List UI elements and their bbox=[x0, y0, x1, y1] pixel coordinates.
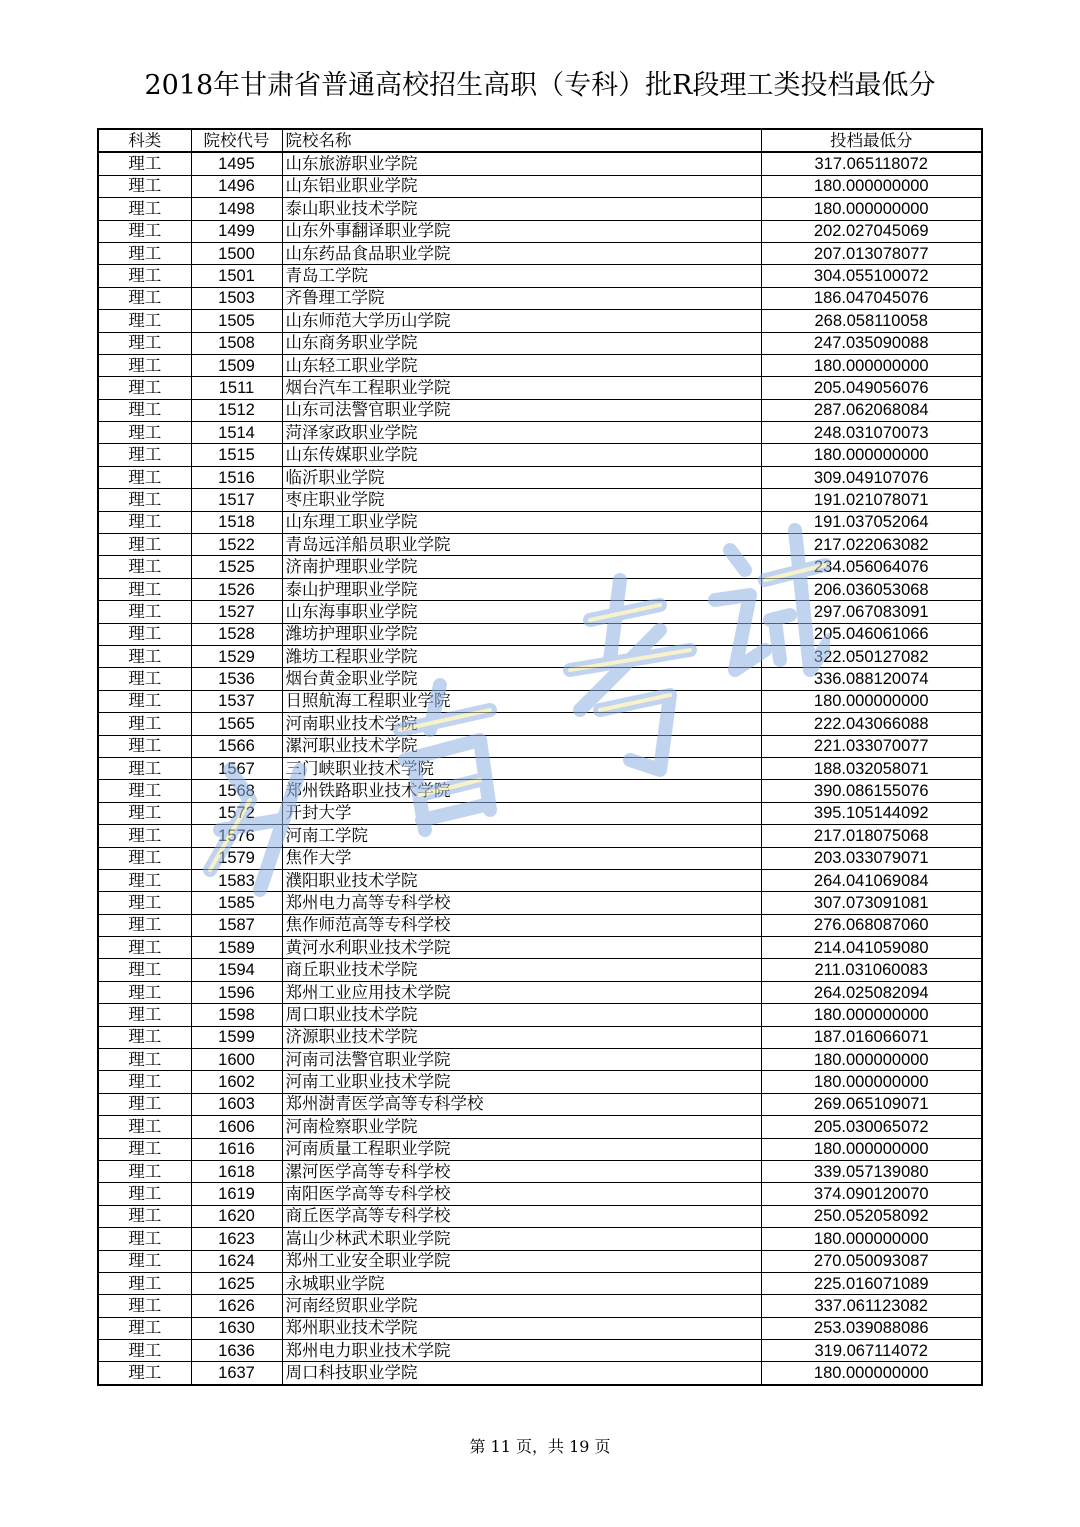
cell-school-name: 济南护理职业学院 bbox=[282, 556, 761, 578]
cell-school-name: 周口职业技术学院 bbox=[282, 1004, 761, 1026]
cell-category: 理工 bbox=[98, 847, 191, 869]
table-row bbox=[98, 1228, 982, 1250]
page-title: 2018年甘肃省普通高校招生高职（专科）批R段理工类投档最低分 bbox=[144, 70, 936, 101]
cell-school-code: 1579 bbox=[191, 847, 282, 869]
cell-min-score: 214.041059080 bbox=[761, 937, 982, 959]
table-row bbox=[98, 1205, 982, 1227]
table-row bbox=[98, 265, 982, 287]
table-row bbox=[98, 1071, 982, 1093]
cell-category: 理工 bbox=[98, 265, 191, 287]
cell-school-name: 烟台汽车工程职业学院 bbox=[282, 377, 761, 399]
cell-min-score: 191.037052064 bbox=[761, 511, 982, 533]
header-school-code: 院校代号 bbox=[191, 129, 282, 152]
cell-min-score: 297.067083091 bbox=[761, 601, 982, 623]
cell-school-name: 菏泽家政职业学院 bbox=[282, 422, 761, 444]
table-row bbox=[98, 444, 982, 466]
cell-school-code: 1509 bbox=[191, 354, 282, 376]
table-row bbox=[98, 287, 982, 309]
cell-school-code: 1503 bbox=[191, 287, 282, 309]
cell-category: 理工 bbox=[98, 152, 191, 175]
cell-school-name: 郑州工业安全职业学院 bbox=[282, 1250, 761, 1272]
cell-school-code: 1529 bbox=[191, 645, 282, 667]
table-row bbox=[98, 1160, 982, 1182]
cell-category: 理工 bbox=[98, 444, 191, 466]
cell-school-name: 日照航海工程职业学院 bbox=[282, 690, 761, 712]
table-row bbox=[98, 847, 982, 869]
cell-school-name: 河南司法警官职业学院 bbox=[282, 1049, 761, 1071]
cell-min-score: 180.000000000 bbox=[761, 1138, 982, 1160]
page-footer: 第 11 页，共 19 页 bbox=[469, 1437, 611, 1456]
table-row bbox=[98, 914, 982, 936]
cell-min-score: 247.035090088 bbox=[761, 332, 982, 354]
cell-category: 理工 bbox=[98, 1049, 191, 1071]
cell-min-score: 180.000000000 bbox=[761, 354, 982, 376]
cell-school-code: 1600 bbox=[191, 1049, 282, 1071]
cell-min-score: 317.065118072 bbox=[761, 152, 982, 175]
cell-category: 理工 bbox=[98, 1228, 191, 1250]
cell-school-name: 河南检察职业学院 bbox=[282, 1116, 761, 1138]
cell-category: 理工 bbox=[98, 690, 191, 712]
cell-school-code: 1568 bbox=[191, 780, 282, 802]
cell-category: 理工 bbox=[98, 1317, 191, 1339]
table-row bbox=[98, 377, 982, 399]
table-row bbox=[98, 780, 982, 802]
cell-category: 理工 bbox=[98, 1004, 191, 1026]
table-row bbox=[98, 556, 982, 578]
cell-min-score: 180.000000000 bbox=[761, 1004, 982, 1026]
cell-min-score: 269.065109071 bbox=[761, 1093, 982, 1115]
cell-school-code: 1616 bbox=[191, 1138, 282, 1160]
cell-school-code: 1599 bbox=[191, 1026, 282, 1048]
cell-school-code: 1499 bbox=[191, 220, 282, 242]
cell-category: 理工 bbox=[98, 377, 191, 399]
cell-min-score: 180.000000000 bbox=[761, 444, 982, 466]
cell-school-name: 山东药品食品职业学院 bbox=[282, 242, 761, 264]
cell-min-score: 203.033079071 bbox=[761, 847, 982, 869]
cell-school-name: 临沂职业学院 bbox=[282, 466, 761, 488]
cell-school-code: 1618 bbox=[191, 1160, 282, 1182]
cell-school-name: 山东海事职业学院 bbox=[282, 601, 761, 623]
cell-category: 理工 bbox=[98, 354, 191, 376]
cell-school-name: 郑州电力高等专科学校 bbox=[282, 892, 761, 914]
cell-min-score: 374.090120070 bbox=[761, 1183, 982, 1205]
cell-category: 理工 bbox=[98, 556, 191, 578]
cell-category: 理工 bbox=[98, 668, 191, 690]
cell-min-score: 205.049056076 bbox=[761, 377, 982, 399]
table-row bbox=[98, 578, 982, 600]
cell-school-code: 1522 bbox=[191, 534, 282, 556]
cell-min-score: 202.027045069 bbox=[761, 220, 982, 242]
table-row bbox=[98, 511, 982, 533]
cell-min-score: 191.021078071 bbox=[761, 489, 982, 511]
cell-category: 理工 bbox=[98, 175, 191, 197]
cell-category: 理工 bbox=[98, 1340, 191, 1362]
table-row bbox=[98, 645, 982, 667]
cell-school-code: 1637 bbox=[191, 1362, 282, 1385]
cell-min-score: 180.000000000 bbox=[761, 175, 982, 197]
cell-category: 理工 bbox=[98, 1362, 191, 1385]
cell-category: 理工 bbox=[98, 623, 191, 645]
table-row bbox=[98, 869, 982, 891]
table-header-row bbox=[98, 129, 982, 152]
cell-min-score: 186.047045076 bbox=[761, 287, 982, 309]
table-row bbox=[98, 220, 982, 242]
cell-category: 理工 bbox=[98, 713, 191, 735]
table-row bbox=[98, 959, 982, 981]
cell-category: 理工 bbox=[98, 511, 191, 533]
cell-school-code: 1624 bbox=[191, 1250, 282, 1272]
cell-school-code: 1583 bbox=[191, 869, 282, 891]
cell-school-code: 1537 bbox=[191, 690, 282, 712]
cell-min-score: 395.105144092 bbox=[761, 802, 982, 824]
cell-school-name: 山东铝业职业学院 bbox=[282, 175, 761, 197]
cell-min-score: 205.030065072 bbox=[761, 1116, 982, 1138]
cell-category: 理工 bbox=[98, 534, 191, 556]
cell-school-code: 1625 bbox=[191, 1272, 282, 1294]
table-row bbox=[98, 825, 982, 847]
table-row bbox=[98, 1116, 982, 1138]
table-row bbox=[98, 1093, 982, 1115]
table-row bbox=[98, 354, 982, 376]
table-row bbox=[98, 735, 982, 757]
cell-school-name: 河南经贸职业学院 bbox=[282, 1295, 761, 1317]
cell-school-name: 三门峡职业技术学院 bbox=[282, 757, 761, 779]
cell-school-code: 1500 bbox=[191, 242, 282, 264]
cell-category: 理工 bbox=[98, 825, 191, 847]
cell-category: 理工 bbox=[98, 1093, 191, 1115]
header-min-score: 投档最低分 bbox=[761, 129, 982, 152]
cell-min-score: 264.025082094 bbox=[761, 981, 982, 1003]
cell-min-score: 188.032058071 bbox=[761, 757, 982, 779]
cell-school-name: 郑州电力职业技术学院 bbox=[282, 1340, 761, 1362]
cell-category: 理工 bbox=[98, 1138, 191, 1160]
cell-category: 理工 bbox=[98, 198, 191, 220]
cell-min-score: 390.086155076 bbox=[761, 780, 982, 802]
cell-school-name: 河南质量工程职业学院 bbox=[282, 1138, 761, 1160]
cell-school-code: 1602 bbox=[191, 1071, 282, 1093]
score-table-container bbox=[97, 128, 981, 1386]
cell-category: 理工 bbox=[98, 1071, 191, 1093]
table-row bbox=[98, 422, 982, 444]
cell-category: 理工 bbox=[98, 735, 191, 757]
cell-school-code: 1528 bbox=[191, 623, 282, 645]
table-row bbox=[98, 1295, 982, 1317]
cell-school-code: 1496 bbox=[191, 175, 282, 197]
cell-category: 理工 bbox=[98, 578, 191, 600]
cell-school-code: 1626 bbox=[191, 1295, 282, 1317]
cell-min-score: 270.050093087 bbox=[761, 1250, 982, 1272]
cell-min-score: 221.033070077 bbox=[761, 735, 982, 757]
table-row bbox=[98, 1183, 982, 1205]
cell-min-score: 206.036053068 bbox=[761, 578, 982, 600]
table-row bbox=[98, 1362, 982, 1385]
cell-min-score: 307.073091081 bbox=[761, 892, 982, 914]
cell-category: 理工 bbox=[98, 1295, 191, 1317]
table-row bbox=[98, 1049, 982, 1071]
cell-school-name: 齐鲁理工学院 bbox=[282, 287, 761, 309]
cell-school-code: 1527 bbox=[191, 601, 282, 623]
cell-category: 理工 bbox=[98, 1160, 191, 1182]
cell-school-code: 1517 bbox=[191, 489, 282, 511]
table-row bbox=[98, 601, 982, 623]
cell-school-code: 1636 bbox=[191, 1340, 282, 1362]
cell-school-code: 1511 bbox=[191, 377, 282, 399]
cell-category: 理工 bbox=[98, 1205, 191, 1227]
cell-school-name: 青岛工学院 bbox=[282, 265, 761, 287]
cell-school-name: 山东师范大学历山学院 bbox=[282, 310, 761, 332]
cell-school-code: 1565 bbox=[191, 713, 282, 735]
cell-min-score: 339.057139080 bbox=[761, 1160, 982, 1182]
table-row bbox=[98, 1272, 982, 1294]
cell-school-name: 开封大学 bbox=[282, 802, 761, 824]
table-row bbox=[98, 757, 982, 779]
cell-category: 理工 bbox=[98, 937, 191, 959]
cell-school-name: 郑州职业技术学院 bbox=[282, 1317, 761, 1339]
cell-school-name: 山东商务职业学院 bbox=[282, 332, 761, 354]
cell-category: 理工 bbox=[98, 310, 191, 332]
cell-school-name: 泰山护理职业学院 bbox=[282, 578, 761, 600]
cell-school-name: 山东传媒职业学院 bbox=[282, 444, 761, 466]
table-row bbox=[98, 1138, 982, 1160]
cell-school-name: 河南职业技术学院 bbox=[282, 713, 761, 735]
cell-min-score: 268.058110058 bbox=[761, 310, 982, 332]
table-row bbox=[98, 690, 982, 712]
cell-min-score: 217.018075068 bbox=[761, 825, 982, 847]
table-row bbox=[98, 981, 982, 1003]
cell-school-name: 山东司法警官职业学院 bbox=[282, 399, 761, 421]
cell-school-code: 1498 bbox=[191, 198, 282, 220]
cell-school-code: 1589 bbox=[191, 937, 282, 959]
cell-school-name: 山东旅游职业学院 bbox=[282, 152, 761, 175]
cell-min-score: 248.031070073 bbox=[761, 422, 982, 444]
cell-min-score: 276.068087060 bbox=[761, 914, 982, 936]
cell-school-code: 1623 bbox=[191, 1228, 282, 1250]
cell-min-score: 217.022063082 bbox=[761, 534, 982, 556]
cell-min-score: 187.016066071 bbox=[761, 1026, 982, 1048]
cell-min-score: 253.039088086 bbox=[761, 1317, 982, 1339]
table-row bbox=[98, 399, 982, 421]
table-row bbox=[98, 534, 982, 556]
cell-school-code: 1585 bbox=[191, 892, 282, 914]
table-body bbox=[98, 152, 982, 1384]
cell-school-name: 商丘医学高等专科学校 bbox=[282, 1205, 761, 1227]
cell-school-code: 1603 bbox=[191, 1093, 282, 1115]
cell-category: 理工 bbox=[98, 422, 191, 444]
cell-school-name: 河南工业职业技术学院 bbox=[282, 1071, 761, 1093]
cell-school-name: 漯河医学高等专科学校 bbox=[282, 1160, 761, 1182]
table-row bbox=[98, 892, 982, 914]
header-category: 科类 bbox=[98, 129, 191, 152]
cell-min-score: 180.000000000 bbox=[761, 1049, 982, 1071]
cell-category: 理工 bbox=[98, 1116, 191, 1138]
cell-school-code: 1596 bbox=[191, 981, 282, 1003]
cell-school-code: 1526 bbox=[191, 578, 282, 600]
cell-category: 理工 bbox=[98, 869, 191, 891]
table-row bbox=[98, 1004, 982, 1026]
cell-school-code: 1505 bbox=[191, 310, 282, 332]
cell-min-score: 287.062068084 bbox=[761, 399, 982, 421]
cell-school-code: 1518 bbox=[191, 511, 282, 533]
cell-school-name: 郑州工业应用技术学院 bbox=[282, 981, 761, 1003]
cell-min-score: 319.067114072 bbox=[761, 1340, 982, 1362]
table-row bbox=[98, 1340, 982, 1362]
table-row bbox=[98, 937, 982, 959]
cell-school-name: 河南工学院 bbox=[282, 825, 761, 847]
header-school-name: 院校名称 bbox=[282, 129, 761, 152]
cell-category: 理工 bbox=[98, 802, 191, 824]
cell-school-code: 1512 bbox=[191, 399, 282, 421]
cell-school-code: 1619 bbox=[191, 1183, 282, 1205]
cell-school-code: 1572 bbox=[191, 802, 282, 824]
cell-min-score: 264.041069084 bbox=[761, 869, 982, 891]
cell-school-code: 1594 bbox=[191, 959, 282, 981]
cell-category: 理工 bbox=[98, 242, 191, 264]
cell-school-code: 1516 bbox=[191, 466, 282, 488]
cell-school-name: 潍坊工程职业学院 bbox=[282, 645, 761, 667]
cell-school-name: 焦作师范高等专科学校 bbox=[282, 914, 761, 936]
cell-school-name: 焦作大学 bbox=[282, 847, 761, 869]
cell-school-code: 1587 bbox=[191, 914, 282, 936]
cell-school-name: 漯河职业技术学院 bbox=[282, 735, 761, 757]
cell-min-score: 211.031060083 bbox=[761, 959, 982, 981]
cell-category: 理工 bbox=[98, 1250, 191, 1272]
table-row bbox=[98, 802, 982, 824]
cell-min-score: 337.061123082 bbox=[761, 1295, 982, 1317]
cell-school-code: 1514 bbox=[191, 422, 282, 444]
table-row bbox=[98, 1250, 982, 1272]
cell-school-code: 1508 bbox=[191, 332, 282, 354]
cell-school-name: 周口科技职业学院 bbox=[282, 1362, 761, 1385]
cell-school-code: 1598 bbox=[191, 1004, 282, 1026]
cell-min-score: 222.043066088 bbox=[761, 713, 982, 735]
cell-category: 理工 bbox=[98, 1183, 191, 1205]
cell-school-code: 1606 bbox=[191, 1116, 282, 1138]
cell-school-name: 枣庄职业学院 bbox=[282, 489, 761, 511]
cell-school-code: 1576 bbox=[191, 825, 282, 847]
cell-school-name: 山东轻工职业学院 bbox=[282, 354, 761, 376]
table-row bbox=[98, 310, 982, 332]
cell-school-name: 濮阳职业技术学院 bbox=[282, 869, 761, 891]
cell-min-score: 234.056064076 bbox=[761, 556, 982, 578]
cell-min-score: 180.000000000 bbox=[761, 1228, 982, 1250]
cell-school-name: 南阳医学高等专科学校 bbox=[282, 1183, 761, 1205]
cell-school-name: 黄河水利职业技术学院 bbox=[282, 937, 761, 959]
cell-school-name: 永城职业学院 bbox=[282, 1272, 761, 1294]
cell-school-name: 郑州澍青医学高等专科学校 bbox=[282, 1093, 761, 1115]
cell-school-name: 烟台黄金职业学院 bbox=[282, 668, 761, 690]
cell-min-score: 180.000000000 bbox=[761, 198, 982, 220]
cell-category: 理工 bbox=[98, 959, 191, 981]
cell-category: 理工 bbox=[98, 287, 191, 309]
cell-school-name: 青岛远洋船员职业学院 bbox=[282, 534, 761, 556]
cell-category: 理工 bbox=[98, 981, 191, 1003]
table-row bbox=[98, 713, 982, 735]
cell-category: 理工 bbox=[98, 1272, 191, 1294]
cell-category: 理工 bbox=[98, 601, 191, 623]
cell-min-score: 207.013078077 bbox=[761, 242, 982, 264]
cell-category: 理工 bbox=[98, 645, 191, 667]
cell-school-code: 1515 bbox=[191, 444, 282, 466]
cell-school-name: 泰山职业技术学院 bbox=[282, 198, 761, 220]
cell-school-name: 济源职业技术学院 bbox=[282, 1026, 761, 1048]
cell-school-code: 1536 bbox=[191, 668, 282, 690]
cell-category: 理工 bbox=[98, 757, 191, 779]
table-row bbox=[98, 198, 982, 220]
cell-min-score: 322.050127082 bbox=[761, 645, 982, 667]
cell-category: 理工 bbox=[98, 914, 191, 936]
cell-school-code: 1630 bbox=[191, 1317, 282, 1339]
cell-category: 理工 bbox=[98, 399, 191, 421]
cell-school-code: 1567 bbox=[191, 757, 282, 779]
cell-category: 理工 bbox=[98, 489, 191, 511]
table-row bbox=[98, 466, 982, 488]
table-row bbox=[98, 152, 982, 175]
table-row bbox=[98, 1026, 982, 1048]
cell-category: 理工 bbox=[98, 466, 191, 488]
cell-min-score: 309.049107076 bbox=[761, 466, 982, 488]
table-row bbox=[98, 332, 982, 354]
cell-school-name: 山东外事翻译职业学院 bbox=[282, 220, 761, 242]
score-table bbox=[97, 128, 983, 1386]
cell-category: 理工 bbox=[98, 1026, 191, 1048]
cell-category: 理工 bbox=[98, 332, 191, 354]
cell-min-score: 180.000000000 bbox=[761, 1071, 982, 1093]
cell-school-name: 商丘职业技术学院 bbox=[282, 959, 761, 981]
cell-school-code: 1525 bbox=[191, 556, 282, 578]
cell-school-code: 1620 bbox=[191, 1205, 282, 1227]
cell-school-name: 山东理工职业学院 bbox=[282, 511, 761, 533]
cell-min-score: 336.088120074 bbox=[761, 668, 982, 690]
table-row bbox=[98, 242, 982, 264]
cell-school-name: 嵩山少林武术职业学院 bbox=[282, 1228, 761, 1250]
cell-min-score: 225.016071089 bbox=[761, 1272, 982, 1294]
cell-category: 理工 bbox=[98, 892, 191, 914]
table-row bbox=[98, 668, 982, 690]
cell-school-code: 1501 bbox=[191, 265, 282, 287]
table-row bbox=[98, 623, 982, 645]
cell-school-name: 潍坊护理职业学院 bbox=[282, 623, 761, 645]
cell-min-score: 205.046061066 bbox=[761, 623, 982, 645]
cell-min-score: 250.052058092 bbox=[761, 1205, 982, 1227]
table-row bbox=[98, 489, 982, 511]
table-row bbox=[98, 175, 982, 197]
cell-min-score: 304.055100072 bbox=[761, 265, 982, 287]
cell-category: 理工 bbox=[98, 220, 191, 242]
cell-category: 理工 bbox=[98, 780, 191, 802]
cell-school-code: 1495 bbox=[191, 152, 282, 175]
cell-min-score: 180.000000000 bbox=[761, 1362, 982, 1385]
cell-min-score: 180.000000000 bbox=[761, 690, 982, 712]
table-row bbox=[98, 1317, 982, 1339]
cell-school-code: 1566 bbox=[191, 735, 282, 757]
cell-school-name: 郑州铁路职业技术学院 bbox=[282, 780, 761, 802]
